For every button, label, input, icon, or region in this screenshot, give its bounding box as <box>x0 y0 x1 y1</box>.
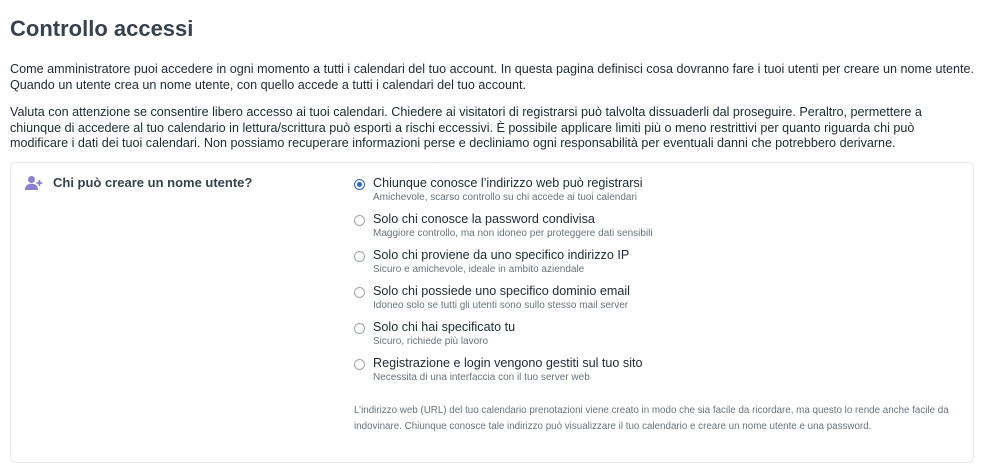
radio-button[interactable] <box>354 215 365 226</box>
radio-button[interactable] <box>354 359 365 370</box>
option-title: Chiunque conosce l’indirizzo web può registrarsi <box>373 175 643 190</box>
option-description: Maggiore controllo, ma non idoneo per proteggere dati sensibili <box>373 227 653 239</box>
signup-settings-card <box>10 162 974 463</box>
option-description: Necessita di una interfaccia con il tuo server web <box>373 371 590 383</box>
option-description: Amichevole, scarso controllo su chi accede ai tuoi calendari <box>373 191 638 203</box>
intro-paragraph-2: Valuta con attenzione se consentire libero accesso ai tuoi calendari. Chiedere ai visitatori di registrarsi può talvolta dissuaderli dal proseguire. Peraltro, permettere a chiunque di accedere al tuo calendario in lettura/scrittura può esporti a rischi eccessivi. È possibile applicare limiti più o meno restrittivi per quanto riguarda chi può modificare i dati dei tuoi calendari. Non possiamo recuperare informazioni perse e decliniamo ogni responsabilità per eventuali danni che potrebbero derivarne. <box>10 105 922 150</box>
option-title: Solo chi possiede uno specifico dominio email <box>373 283 630 298</box>
radio-button[interactable] <box>354 287 365 298</box>
option-description: Sicuro e amichevole, ideale in ambito aziendale <box>373 263 585 275</box>
option-shared-password[interactable] <box>354 212 954 248</box>
option-own-site-login[interactable] <box>354 356 954 392</box>
question-label: Chi può creare un nome utente? <box>53 175 253 190</box>
option-specific-ip[interactable] <box>354 248 954 284</box>
option-title: Solo chi conosce la password condivisa <box>373 211 595 226</box>
radio-button-selected[interactable] <box>354 179 365 190</box>
option-email-domain[interactable] <box>354 284 954 320</box>
user-add-icon <box>25 175 43 191</box>
option-title: Registrazione e login vengono gestiti sul tuo sito <box>373 355 643 370</box>
radio-button[interactable] <box>354 323 365 334</box>
option-description: Idoneo solo se tutti gli utenti sono sullo stesso mail server <box>373 299 629 311</box>
option-title: Solo chi proviene da uno specifico indirizzo IP <box>373 247 630 262</box>
question-header <box>25 175 252 191</box>
option-description: Sicuro, richiede più lavoro <box>373 335 489 347</box>
page-title: Controllo accessi <box>10 16 194 41</box>
intro-paragraph-1: Come amministratore puoi accedere in ogni momento a tutti i calendari del tuo account. In questa pagina definisci cosa dovranno fare i tuoi utenti per creare un nome utente. Quando un utente crea un nome utente, con quello accede a tutti i calendari del tuo account. <box>10 62 974 92</box>
signup-options-radiogroup <box>354 176 954 392</box>
url-info-note: L’indirizzo web (URL) del tuo calendario prenotazioni viene creato in modo che sia facile da ricordare, ma questo lo rende anche facile da indovinare. Chiunque conosce tale indirizzo può visualizzare il tuo calendario e creare un nome utente e una password. <box>354 404 949 432</box>
option-anyone-with-url[interactable] <box>354 176 954 212</box>
option-specified-users[interactable] <box>354 320 954 356</box>
radio-button[interactable] <box>354 251 365 262</box>
option-title: Solo chi hai specificato tu <box>373 319 516 334</box>
